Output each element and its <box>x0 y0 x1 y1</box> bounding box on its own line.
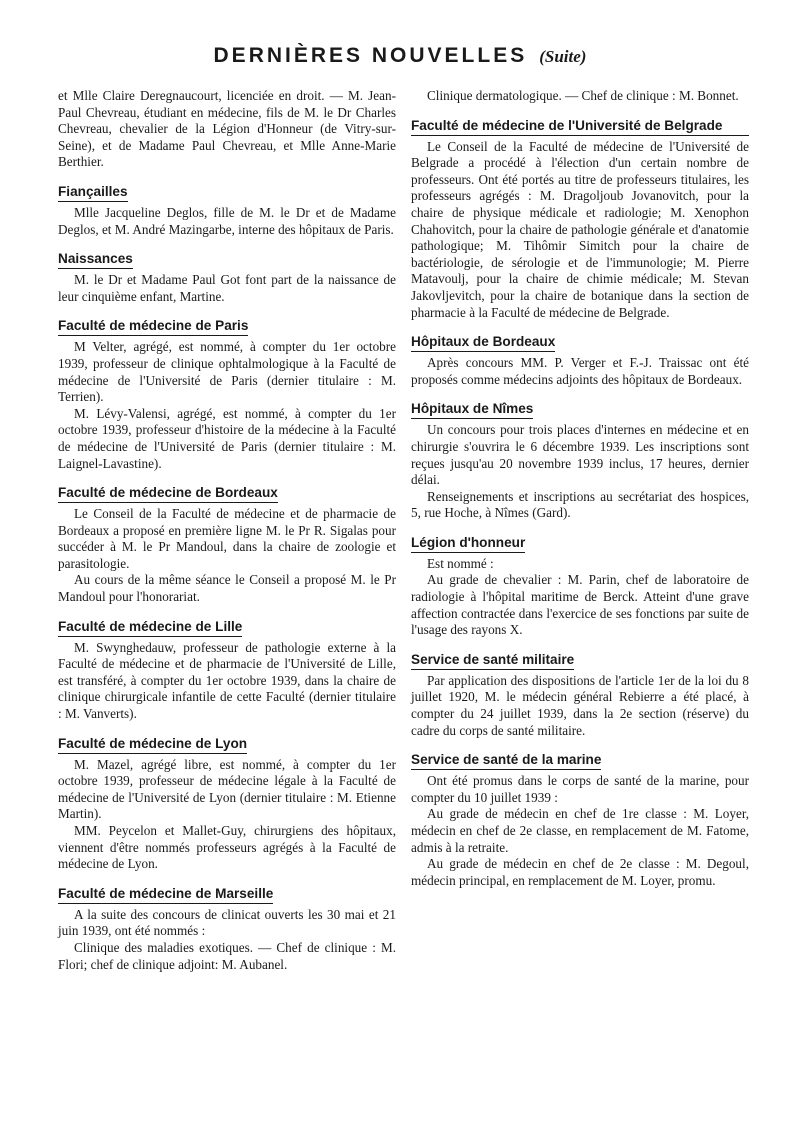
right-column <box>411 88 749 889</box>
section-paragraph: M. Swynghedauw, professeur de pathologie externe à la Faculté de médecine et de pharmacie de l'Université de Lille, est transféré, à compter du 1er octobre 1939, dans la chaire de clinique chirurgicale infantile de cette Faculté (dernier titulaire : M. Vanverts). <box>58 639 396 722</box>
section-paragraph: Renseignements et inscriptions au secrétariat des hospices, 5, rue Hoche, à Nîmes (Gard). <box>411 488 749 521</box>
section-faculte-bordeaux <box>58 484 396 606</box>
section-heading: Hôpitaux de Bordeaux <box>411 333 555 352</box>
section-faculte-lyon <box>58 735 396 873</box>
page-masthead <box>0 44 800 68</box>
section-faculte-paris <box>58 317 396 472</box>
section-heading: Naissances <box>58 250 133 269</box>
left-intro-text: et Mlle Claire Deregnaucourt, licenciée en droit. — M. Jean-Paul Chevreau, étudiant en médecine, fils de M. le Dr Charles Chevreau, chevalier de la Légion d'Honneur (de Vitry-sur-Seine), et de Madame Paul Chevreau, et Mlle Anne-Marie Berthier. <box>58 88 396 170</box>
section-heading: Faculté de médecine de Bordeaux <box>58 484 278 503</box>
section-paragraph: M Velter, agrégé, est nommé, à compter du 1er octobre 1939, professeur de clinique ophtalmologique à la Faculté de médecine de l'Université de Paris (dernier titulaire : M. Terrien). <box>58 339 396 405</box>
section-paragraph: Le Conseil de la Faculté de médecine de l'Université de Belgrade a procédé à l'élection d'un certain nombre de professeurs. Ont été portés au titre de professeurs titulaires, les professeurs agrégés : M. Dragoljoub Jovanovitch, pour la chaire de physique médicale et radiologie; M. Xenophon Chahovitch, pour la chaire de pathologie générale et d'anatomie pathologique; M. Tihômir Simitch pour la chaire de bactériologie, de sérologie et de l'immunologie; M. Pierre Matavoulj, pour la chaire de chimie médicale; M. Stevan Jakovljevitch, pour la chaire de botanique dans la section de pharmacie à la Faculté de médecine de Belgrade. <box>411 138 749 320</box>
left-column <box>58 88 396 973</box>
section-naissances <box>58 250 396 305</box>
section-heading: Service de santé militaire <box>411 651 574 670</box>
section-paragraph: A la suite des concours de clinicat ouverts les 30 mai et 21 juin 1939, ont été nommés : <box>58 906 396 939</box>
section-paragraph: Au cours de la même séance le Conseil a proposé M. le Pr Mandoul pour l'honorariat. <box>58 572 396 605</box>
section-heading: Légion d'honneur <box>411 534 525 553</box>
section-heading: Faculté de médecine de Paris <box>58 317 248 336</box>
section-paragraph: Clinique des maladies exotiques. — Chef de clinique : M. Flori; chef de clinique adjoint: M. Aubanel. <box>58 939 396 972</box>
section-faculte-lille <box>58 618 396 723</box>
section-paragraph: Ont été promus dans le corps de santé de la marine, pour compter du 10 juillet 1939 : <box>411 773 749 805</box>
section-paragraph: MM. Peycelon et Mallet-Guy, chirurgiens des hôpitaux, viennent d'être nommés professeurs agrégés à la Faculté de médecine de Lyon. <box>58 823 396 872</box>
section-paragraph: M. Lévy-Valensi, agrégé, est nommé, à compter du 1er octobre 1939, professeur d'histoire de la médecine à la Faculté de médecine de l'Université de Paris (dernier titulaire : M. Laignel-Lavastine). <box>58 405 396 471</box>
section-paragraph: Après concours MM. P. Verger et F.-J. Traissac ont été proposés comme médecins adjoints des hôpitaux de Bordeaux. <box>411 355 749 387</box>
section-heading: Hôpitaux de Nîmes <box>411 400 533 419</box>
section-heading: Service de santé de la marine <box>411 751 601 770</box>
section-paragraph: M. le Dr et Madame Paul Got font part de la naissance de leur cinquième enfant, Martine. <box>58 272 396 304</box>
section-legion-honneur <box>411 534 749 639</box>
section-paragraph: Un concours pour trois places d'internes en médecine et en chirurgie s'ouvrira le 6 décembre 1939. Les inscriptions sont reçues jusqu'au 20 novembre 1939 inclus, 17 heures, dernier délai. <box>411 422 749 488</box>
section-sante-militaire <box>411 651 749 739</box>
section-paragraph: Mlle Jacqueline Deglos, fille de M. le Dr et de Madame Deglos, et M. André Mazingarbe, interne des hôpitaux de Paris. <box>58 204 396 237</box>
section-paragraph: M. Mazel, agrégé libre, est nommé, à compter du 1er octobre 1939, professeur de médecine légale à la Faculté de médecine de l'Université de Lyon (dernier titulaire : M. Etienne Martin). <box>58 756 396 822</box>
section-heading: Faculté de médecine de Lille <box>58 618 242 637</box>
right-intro-text: Clinique dermatologique. — Chef de clinique : M. Bonnet. <box>427 88 739 103</box>
section-hopitaux-bordeaux <box>411 333 749 388</box>
section-heading: Fiançailles <box>58 183 128 202</box>
section-hopitaux-nimes <box>411 400 749 522</box>
section-paragraph: Au grade de chevalier : M. Parin, chef de laboratoire de radiologie à l'hôpital maritime de Berck. Atteint d'une grave affection contractée dans l'exercice de ses fonctions par suite de l'usage des rayons X. <box>411 572 749 638</box>
page-title: DERNIÈRES NOUVELLES <box>213 44 528 67</box>
section-paragraph: Le Conseil de la Faculté de médecine et de pharmacie de Bordeaux a proposé en première ligne M. le Pr R. Sigalas pour succéder à M. le Pr Mandoul, dans la chaire de zoologie et parasitologie. <box>58 506 396 571</box>
section-paragraph: Au grade de médecin en chef de 1re classe : M. Loyer, médecin en chef de 2e classe, en remplacement de M. Fatome, admis à la retraite. <box>411 806 749 855</box>
section-heading: Faculté de médecine de l'Université de Belgrade <box>411 117 749 136</box>
section-paragraph: Est nommé : <box>427 555 494 571</box>
section-paragraph: Au grade de médecin en chef de 2e classe : M. Degoul, médecin principal, en remplacement de M. Loyer, promu. <box>411 856 749 888</box>
section-heading: Faculté de médecine de Lyon <box>58 735 247 754</box>
section-heading: Faculté de médecine de Marseille <box>58 885 273 904</box>
section-faculte-marseille <box>58 885 396 973</box>
page-subtitle: (Suite) <box>539 47 587 66</box>
section-fiancailles <box>58 183 396 238</box>
section-sante-marine <box>411 751 749 889</box>
section-paragraph: Par application des dispositions de l'article 1er de la loi du 8 juillet 1920, M. le médecin général Rebierre a été placé, à compter du 24 juillet 1939, dans la 2e section (réserve) du cadre du corps de santé militaire. <box>411 672 749 738</box>
section-faculte-belgrade <box>411 117 749 322</box>
